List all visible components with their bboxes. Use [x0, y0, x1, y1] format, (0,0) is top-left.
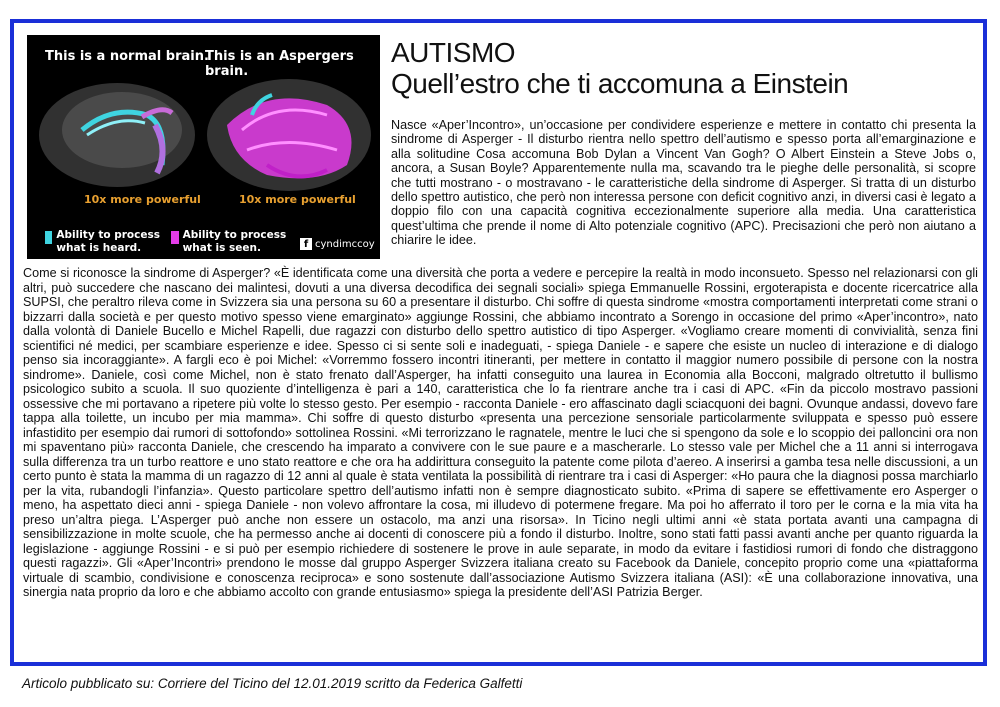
normal-brain-label: This is a normal brain.: [45, 49, 209, 64]
article-body: Come si riconosce la sindrome di Asperger? «È identificata come una diversità che porta a vedere e percepire la realtà in modo inconsueto. Spesso nel relazionarsi con gli altri, può succedere che nascano dei malintesi, dovuti a una diversa decodifica dei segnali sociali» spiega Emmanuelle Rossini, ergoterapista e docente ricercatrice alla SUPSI, che peraltro rileva come in Svizzera sia una persona su 60 a presentare il disturbo. Chi soffre di questa sindrome «mostra comportamenti interpretati come strani o bizzarri dalla società e per questo motivo spesso viene emarginato» aggiunge Rossini, che abbiamo incontrato a Sorengo in occasione del primo «Aper’incontro», nato dalla volontà di Daniele Bucello e Michel Rapelli, due ragazzi con disturbo dello spettro autistico di tipo Asperger. «Vogliamo creare momenti di convivialità, senza fini scientifici né medici, per scambiare esperienze e idee. Spesso ci si sente soli e inadeguati, - spiega Daniele - e sapere che esiste un nucleo di interazione e di dialogo penso sia incoraggiante». A fargli eco è poi Michel: «Vorremmo fossero incontri itineranti, per mettere in contatto il maggior numero possibile di persone con la nostra sindrome». Daniele, così come Michel, non è stato frenato dall’Asperger, ha infatti conseguito una laurea in Economia alla Bocconi, malgrado oltretutto il bullismo psicologico subito a scuola. Il suo quoziente d’intelligenza è pari a 140, caratteristica che lo fa rientrare anche tra i casi di APC. «Fin da piccolo mostravo passioni ossessive che mi portavano a ripetere più volte lo stesso gesto. Per esempio - racconta Daniele - ero affascinato dagli sciacquoni dei bagni. Ovunque andassi, dovevo fare tappa alla toilette, un incubo per mia mamma». Chi soffre di questo disturbo «presenta una percezione sensoriale particolarmente sviluppata e spesso può essere infastidito per esempio dai rumori di sottofondo» sottolinea Rossini. «Mi terrorizzano le ragnatele, mentre le luci che si spengono da sole e lo scoppio dei palloncini ora non mi spaventano più» racconta Daniele, che crescendo ha imparato a convivere con le sue paure e a mascherarle. Lo stesso vale per Michel che a 11 anni si interrogava sulla differenza tra un turbo reattore e uno stato reattore e che ora ha addirittura conseguito la patente come pilota d’aereo. A inserirsi a gamba tesa nelle discussioni, a un certo punto è stata la mamma di un ragazzo di 12 anni al quale è stata ventilata la possibilità di rientrare tra i casi di Asperger: «Ho paura che la diagnosi possa marchiarlo per la vita, rubandogli l’infanzia». Questo particolare spettro dell’autismo infatti non è sempre diagnosticato subito. «Prima di sapere se effettivamente ero Asperger o meno, ha aspettato dieci anni - spiega Daniele - non volevo affrontare la cosa, mi illudevo di potermene fregare. Ma poi ho afferrato il toro per le corna e la mia vita ha preso un’altra piega. L’Asperger può anche non essere un ostacolo, ma anzi una risorsa». In Ticino negli ultimi anni «è stata portata avanti una campagna di sensibilizzazione in molte scuole, che ha permesso anche ai docenti di conoscere più a fondo il disturbo. Inoltre, sono stati fatti passi avanti anche per quanto riguarda la legislazione - aggiunge Rossini - e si può per esempio richiedere di sostenere le prove in aule separate, in modo da evitare i fastidiosi rumori di fondo che distraggono questi ragazzi». Gli «Aper’Incontri» prendono le mosse dal gruppo Asperger Svizzera italiana creato su Facebook da Daniele, concepito proprio come una «piattaforma virtuale di scambio, condivisione e conoscenza reciproca» e sono sostenute dall’associazione Autismo Svizzera italiana (ASI): «È una collaborazione innovativa, una sinergia nata proprio da loro e che abbiamo accolto con grande entusiasmo» spiega la presidente dell’ASI Patrizia Berger.: [23, 266, 978, 599]
brain-comparison-image: [27, 35, 380, 259]
cyan-swatch: [45, 231, 52, 244]
normal-brain-scan: [39, 83, 195, 187]
facebook-icon: f: [300, 238, 312, 250]
publication-credit: Articolo pubblicato su: Corriere del Ticino del 12.01.2019 scritto da Federica Galfetti: [22, 676, 523, 691]
article-intro: Nasce «Aper’Incontro», un’occasione per condividere esperienze e mettere in contatto chi presenta la sindrome di Asperger - Il disturbo rientra nello spettro dell’autismo e spesso porta all’emarginazione e alla solitudine Cosa accomuna Bob Dylan a Vincent Van Gogh? O Albert Einstein a Steve Jobs o, ancora, a Susan Boyle? Apparentemente nulla ma, scavando tra le pieghe delle personalità, si scopre che tutti mostrano - o mostravano - le caratteristiche della sindrome di Asperger. Si tratta di un disturbo dello spettro autistico, che però non interessa persone con deficit cognitivo anzi, in diversi casi è legato a doppio filo con una capacità cognitiva eccezionalmente superiore alla media. Una caratteristica quest’ultima che prende il nome di Alto potenziale cognitivo (APC). Precisazioni che però non aiutano a chiarire le idee.: [391, 118, 976, 248]
image-credit: [300, 238, 375, 250]
normal-power-label: 10x more powerful: [84, 193, 201, 206]
legend-heard-text: Ability to process what is heard.: [56, 229, 160, 254]
article-frame: [10, 19, 987, 666]
aspergers-brain-scan: [207, 79, 371, 191]
image-credit-handle: cyndimccoy: [315, 238, 375, 250]
legend-seen-text: Ability to process what is seen.: [182, 229, 287, 254]
brain-scans-illustration: [27, 35, 380, 259]
aspergers-power-label: 10x more powerful: [239, 193, 356, 206]
article-headline: Quell’estro che ti accomuna a Einstein: [391, 68, 849, 99]
legend-heard: [45, 229, 165, 255]
aspergers-brain-label: This is an Aspergers brain.: [205, 49, 354, 79]
article-title: [391, 37, 848, 99]
magenta-swatch: [171, 231, 179, 244]
legend-seen: [171, 229, 291, 255]
article-kicker: AUTISMO: [391, 37, 516, 68]
